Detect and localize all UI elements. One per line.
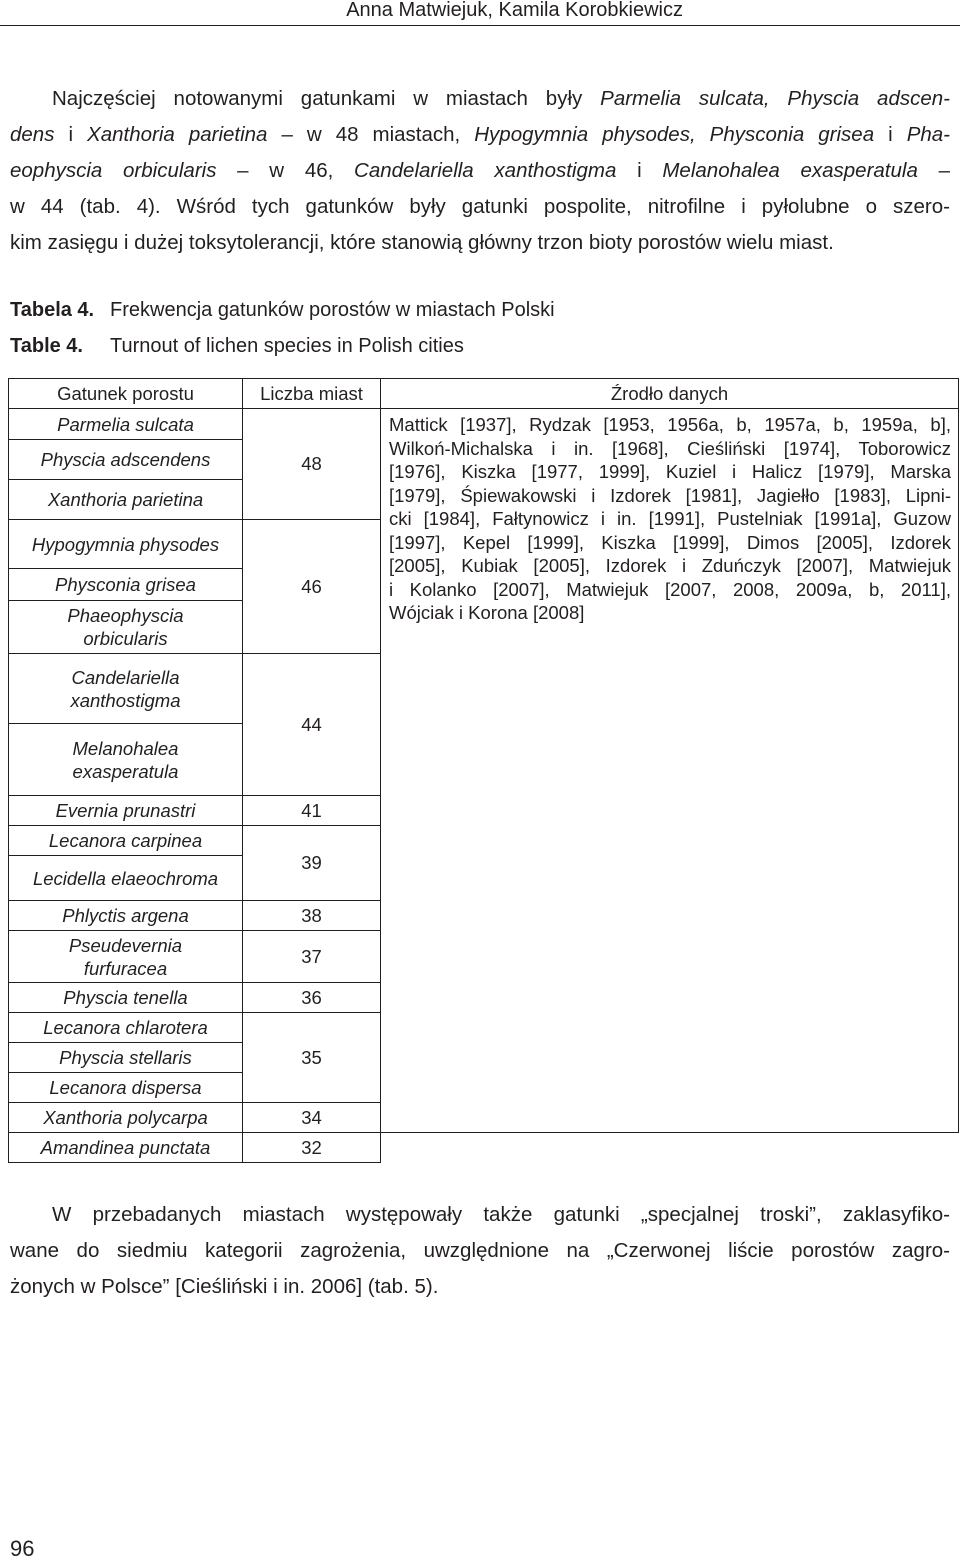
- species-cell: Amandinea punctata: [9, 1133, 243, 1163]
- italic-run: Hypogymnia physodes, Physconia grisea: [474, 123, 875, 146]
- table-caption-en: [10, 335, 464, 358]
- species-cell: Xanthoria parietina: [9, 480, 243, 520]
- paragraph-1-line: [10, 225, 950, 261]
- count-cell: 48: [243, 409, 381, 520]
- header-count: Liczba miast: [243, 379, 381, 409]
- italic-run: Xanthoria parietina: [87, 123, 268, 146]
- species-cell: Hypogymnia physodes: [9, 520, 243, 569]
- text-run: – w 48 miastach,: [267, 123, 475, 146]
- header-rule: [0, 25, 960, 26]
- source-line: Wilkoń-Michalska i in. [1968], Cieśliński [1974], Toborowicz: [389, 437, 951, 459]
- italic-run: Candelariella xanthostigma: [354, 159, 617, 182]
- caption-label-pl: Tabela 4.: [10, 299, 95, 321]
- paragraph-2-line: W przebadanych miastach występowały także gatunki „specjalnej troski”, zaklasyfiko-: [52, 1203, 950, 1226]
- text-run: kim zasięgu i dużej toksytolerancji, które stanowią główny trzon bioty porostów wielu miast.: [10, 231, 834, 254]
- italic-run: Pha-: [906, 123, 950, 146]
- source-line: Wójciak i Korona [2008]: [389, 602, 585, 623]
- source-line: Mattick [1937], Rydzak [1953, 1956a, b, 1957a, b, 1959a, b],: [389, 414, 951, 435]
- table-header-row: [9, 379, 959, 409]
- species-cell: Parmelia sulcata: [9, 409, 243, 440]
- paragraph-2-line: żonych w Polsce” [Cieśliński i in. 2006] (tab. 5).: [10, 1275, 439, 1298]
- count-cell: 35: [243, 1013, 381, 1103]
- lichen-frequency-table: [8, 378, 959, 1163]
- paragraph-1-line: [10, 189, 950, 225]
- species-cell: Physcia tenella: [9, 983, 243, 1013]
- paragraph-1-line: [10, 117, 950, 153]
- species-cell: Lecanora carpinea: [9, 826, 243, 856]
- italic-run: eophyscia orbicularis: [10, 159, 217, 182]
- count-cell: 41: [243, 796, 381, 826]
- species-cell: [9, 601, 243, 654]
- count-cell: 36: [243, 983, 381, 1013]
- source-line: i Kolanko [2007], Matwiejuk [2007, 2008, 2009a, b, 2011],: [389, 578, 951, 600]
- count-cell: 38: [243, 901, 381, 931]
- species-cell: Lecanora chlarotera: [9, 1013, 243, 1043]
- running-header: [0, 0, 960, 26]
- italic-run: dens: [10, 123, 69, 146]
- species-cell: Lecanora dispersa: [9, 1073, 243, 1103]
- species-cell: Phlyctis argena: [9, 901, 243, 931]
- species-name: Phaeophyscia orbicularis: [67, 605, 184, 649]
- text-run: –: [917, 159, 950, 182]
- species-name: Pseudevernia furfuracea: [68, 934, 183, 979]
- species-cell: [9, 654, 243, 724]
- source-line: [1976], Kiszka [1977, 1999], Kuziel i Halicz [1979], Marska: [389, 461, 951, 482]
- caption-text-pl: Frekwencja gatunków porostów w miastach Polski: [110, 299, 555, 321]
- text-run: Najczęściej notowanymi gatunkami w miastach były: [52, 87, 601, 110]
- table-caption-pl: [10, 299, 555, 322]
- paragraph-1-line: [10, 153, 950, 189]
- species-cell: Physcia stellaris: [9, 1043, 243, 1073]
- source-line: [2005], Kubiak [2005], Izdorek i Zduńczyk [2007], Matwiejuk: [389, 555, 951, 576]
- species-cell: Physcia adscendens: [9, 440, 243, 480]
- species-name: Candelariella xanthostigma: [70, 666, 181, 711]
- count-cell: 46: [243, 520, 381, 654]
- italic-run: Parmelia sulcata, Physcia adscen-: [600, 87, 950, 110]
- species-cell: [9, 724, 243, 796]
- text-run: – w 46,: [216, 159, 355, 182]
- text-run: i: [616, 159, 663, 182]
- count-cell: 44: [243, 654, 381, 796]
- source-line: cki [1984], Fałtynowicz i in. [1991], Pustelniak [1991a], Guzow: [389, 508, 951, 529]
- species-cell: Physconia grisea: [9, 569, 243, 601]
- source-line: [1979], Śpiewakowski i Izdorek [1981], Jagiełło [1983], Lipni-: [389, 484, 951, 506]
- source-line: [1997], Kepel [1999], Kiszka [1999], Dimos [2005], Izdorek: [389, 531, 951, 553]
- count-cell: 39: [243, 826, 381, 901]
- paragraph-1-line: [10, 81, 950, 117]
- species-name: Melanohalea exasperatula: [72, 737, 179, 782]
- species-cell: [9, 931, 243, 983]
- caption-text-en: Turnout of lichen species in Polish cities: [110, 335, 464, 357]
- paragraph-1: [10, 81, 950, 261]
- source-cell: [381, 409, 959, 1133]
- header-source: Źrodło danych: [381, 379, 959, 409]
- paragraph-2: [10, 1197, 950, 1305]
- caption-label-en: Table 4.: [10, 335, 83, 357]
- text-run: i: [874, 123, 907, 146]
- species-cell: Xanthoria polycarpa: [9, 1103, 243, 1133]
- count-cell: 32: [243, 1133, 381, 1163]
- header-authors: Anna Matwiejuk, Kamila Korobkiewicz: [346, 0, 683, 21]
- species-cell: Evernia prunastri: [9, 796, 243, 826]
- count-cell: 37: [243, 931, 381, 983]
- header-species: Gatunek porostu: [9, 379, 243, 409]
- text-run: i: [68, 123, 88, 146]
- paragraph-2-line: wane do siedmiu kategorii zagrożenia, uwzględnione na „Czerwonej liście porostów zagro-: [10, 1239, 950, 1262]
- count-cell: 34: [243, 1103, 381, 1133]
- species-cell: Lecidella elaeochroma: [9, 856, 243, 901]
- page-number: 96: [10, 1536, 35, 1561]
- italic-run: Melanohalea exasperatula: [662, 159, 918, 182]
- text-run: w 44 (tab. 4). Wśród tych gatunków były gatunki pospolite, nitrofilne i pyłolubne o szero-: [10, 195, 950, 218]
